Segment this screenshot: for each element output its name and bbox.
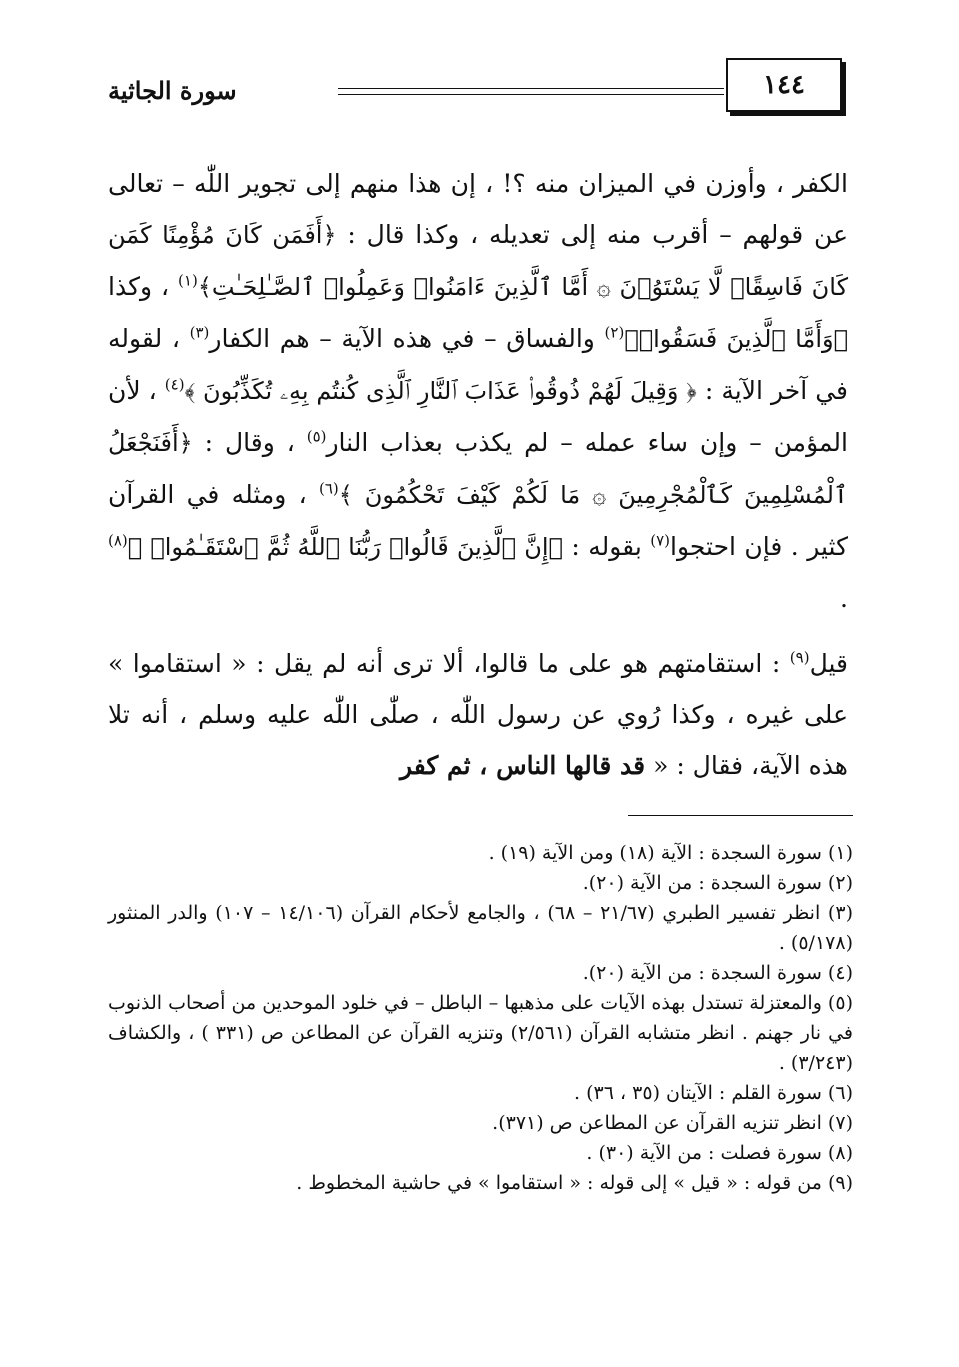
footnote-ref: (٧) [650, 531, 671, 550]
text-run: بقوله : [562, 532, 651, 561]
footnote-ref: (٣) [189, 323, 210, 342]
page-number: ١٤٤ [726, 58, 842, 112]
text-run: ، وكذا [108, 272, 179, 301]
footnote-item: (١) سورة السجدة : الآية (١٨) ومن الآية (١٩) . [488, 842, 853, 864]
text-run: ، لقوله في آخر الآية : [108, 324, 848, 405]
footnote-item: (٤) سورة السجدة : من الآية (٢٠). [582, 962, 853, 984]
text-run: . [840, 584, 848, 613]
text-run: : استقامتهم هو على ما قالوا، ألا ترى أنه لم يقل : « استقاموا » على غيره ، وكذا رُوي عن رسول اللّٰه ، صلّٰى اللّٰه عليه وسلم ، أنه تلا هذه الآية، فقال : « [108, 649, 848, 780]
paragraph [108, 638, 848, 791]
footnote-ref: (٤) [164, 375, 185, 394]
footnote-item: (٨) سورة فصلت : من الآية (٣٠) . [586, 1142, 853, 1164]
text-run: ، ومثله في القرآن كثير . فإن احتجوا [108, 480, 848, 561]
quran-verse: ﴿إِنَّ ٱلَّذِينَ قَالُوا۟ رَبُّنَا ٱللَّهُ ثُمَّ ٱسْتَقَـٰمُوا۟ ﴾ [127, 533, 563, 561]
surah-title: سورة الجاثية [108, 76, 237, 105]
quran-verse: ﴿وَأَمَّا ٱلَّذِينَ فَسَقُوا۟﴾ [624, 325, 848, 353]
quran-verse: ﴿أَفَمَن كَانَ مُؤْمِنًا كَمَن كَانَ فَاسِقًاۚ لَّا يَسْتَوُۥنَ ۞ أَمَّا ٱلَّذِينَ ءَامَنُوا۟ وَعَمِلُوا۟ ٱلصَّـٰلِحَـٰتِ﴾ [108, 221, 848, 301]
header-rule [338, 94, 724, 95]
footnote-item: (٦) سورة القلم : الآيتان (٣٥ ، ٣٦) . [574, 1082, 853, 1104]
header-rule [338, 88, 724, 89]
text-run: ، لأن المؤمن – وإن ساء عمله – لم يكذب بعذاب النار [108, 376, 848, 457]
footnote-ref: (٦) [319, 479, 339, 498]
hadith-quote: قد قالها الناس ، ثم كفر [399, 751, 646, 780]
footnote-ref: (٢) [604, 323, 625, 342]
paragraph [108, 158, 848, 624]
text-run: الكفر ، وأوزن في الميزان منه ؟! ، إن هذا منهم إلى تجوير اللّٰه – تعالى عن قولهم – أقرب منه إلى تعديله ، وكذا قال : [108, 169, 848, 249]
text-run: ، وقال : [192, 428, 307, 457]
page-header [108, 58, 848, 118]
footnote-item: (٢) سورة السجدة : من الآية (٢٠). [582, 872, 853, 894]
text-run: قيل [809, 649, 848, 678]
footnote-ref: (١) [178, 271, 198, 290]
footnote-item: (٩) من قوله : « قيل » إلى قوله : « استقاموا » في حاشية المخطوط . [296, 1172, 853, 1194]
footnote-item: (٥) والمعتزلة تستدل بهذه الآيات على مذهبها – الباطل – في خلود الموحدين من أصحاب الذنوب في نار جهنم . انظر متشابه القرآن (٢/٥٦١) وتنزيه القرآن عن المطاعن ص (٣٣١ ) ، والكشاف (٣/٢٤٣) . [108, 992, 853, 1074]
footnote-separator [628, 815, 853, 816]
quran-verse: ﴿ وَقِيلَ لَهُمْ ذُوقُوا۟ عَذَابَ ٱلنَّارِ ٱلَّذِى كُنتُم بِهِۦ تُكَذِّبُونَ ﴾ [184, 377, 697, 405]
footnote-ref: (٨) [108, 531, 128, 550]
footnote-ref: (٩) [789, 648, 810, 667]
footnote-item: (٧) انظر تنزيه القرآن عن المطاعن ص (٣٧١). [492, 1112, 853, 1134]
quran-verse: ﴿أَفَنَجْعَلُ ٱلْمُسْلِمِينَ كَٱلْمُجْرِمِينَ ۞ مَا لَكُمْ كَيْفَ تَحْكُمُونَ ﴾ [108, 429, 848, 509]
footnote-item: (٣) انظر تفسير الطبري (٢١/٦٧ – ٦٨) ، والجامع لأحكام القرآن (١٤/١٠٦ – ١٠٧) والدر المنثور (٥/١٧٨) . [108, 902, 853, 954]
footnotes [108, 838, 853, 1198]
footnote-ref: (٥) [306, 427, 327, 446]
text-run: والفساق – في هذه الآية – هم الكفار [209, 324, 605, 353]
main-text [108, 158, 848, 791]
